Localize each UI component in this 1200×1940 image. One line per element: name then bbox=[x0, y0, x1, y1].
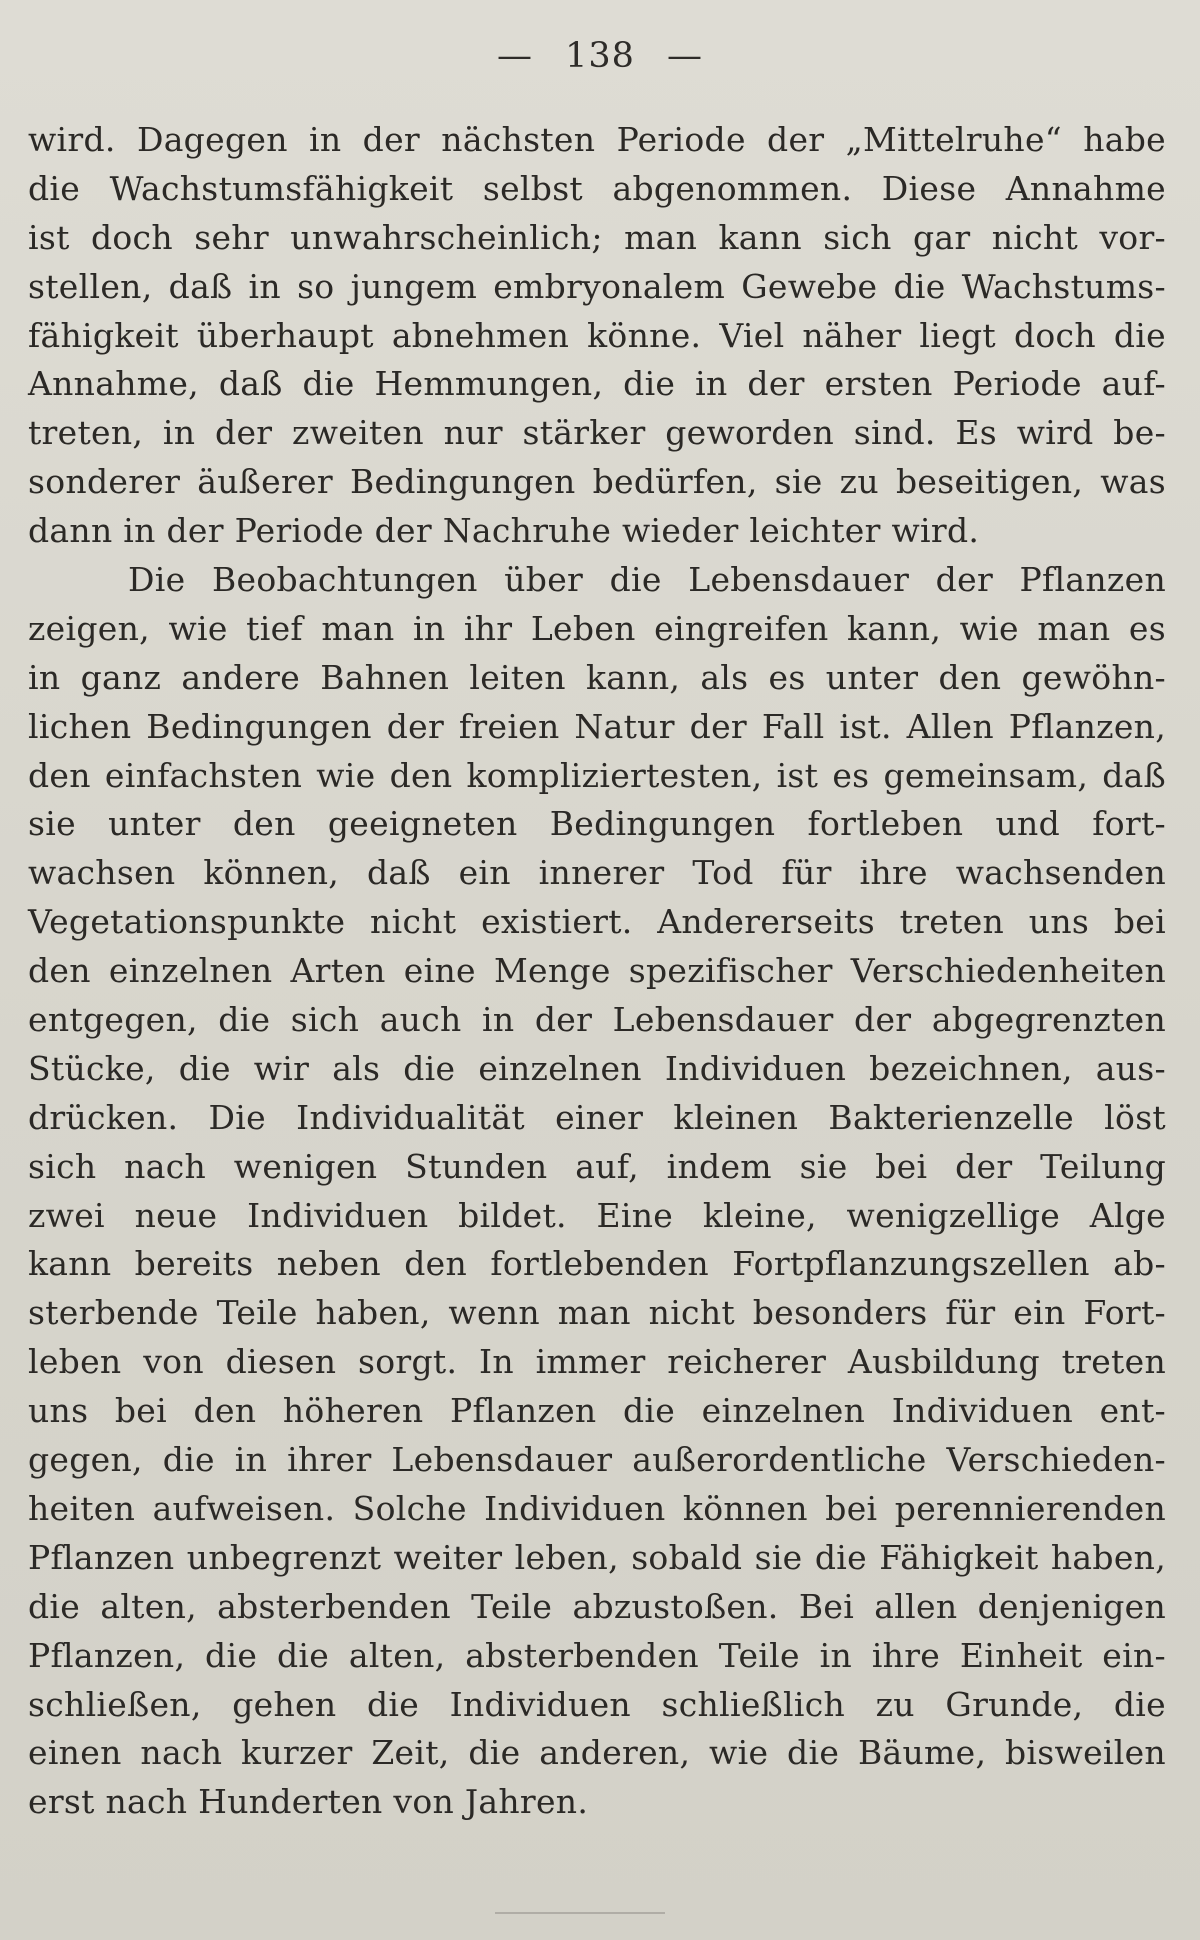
paragraph-2 bbox=[28, 556, 1166, 1827]
page-number: — 138 — bbox=[496, 36, 704, 76]
text-line: sterbende Teile haben, wenn man nicht besonders für ein Fort- bbox=[28, 1293, 1166, 1333]
text-line: den einfachsten wie den kompliziertesten, ist es gemeinsam, daß bbox=[28, 755, 1166, 795]
text-line: sonderer äußerer Bedingungen bedürfen, sie zu beseitigen, was bbox=[28, 462, 1166, 502]
text-line: Pflanzen unbegrenzt weiter leben, sobald sie die Fähigkeit haben, bbox=[28, 1537, 1166, 1577]
text-line: erst nach Hunderten von Jahren. bbox=[28, 1782, 589, 1822]
text-line: sie unter den geeigneten Bedingungen fortleben und fort- bbox=[28, 804, 1166, 844]
text-line: den einzelnen Arten eine Menge spezifischer Verschiedenheiten bbox=[28, 951, 1166, 991]
text-line: wird. Dagegen in der nächsten Periode der „Mittelruhe“ habe bbox=[28, 120, 1166, 159]
text-line: fähigkeit überhaupt abnehmen könne. Viel näher liegt doch die bbox=[28, 315, 1166, 355]
text-line: in ganz andere Bahnen leiten kann, als es unter den gewöhn- bbox=[28, 657, 1166, 697]
text-line: entgegen, die sich auch in der Lebensdauer der abgegrenzten bbox=[28, 1000, 1166, 1040]
text-line: wachsen können, daß ein innerer Tod für ihre wachsenden bbox=[28, 853, 1166, 893]
text-line: einen nach kurzer Zeit, die anderen, wie die Bäume, bisweilen bbox=[28, 1733, 1166, 1773]
text-line: kann bereits neben den fortlebenden Fortpflanzungszellen ab- bbox=[28, 1244, 1166, 1284]
text-line: ist doch sehr unwahrscheinlich; man kann sich gar nicht vor- bbox=[28, 217, 1166, 257]
text-line: zwei neue Individuen bildet. Eine kleine, wenigzellige Alge bbox=[28, 1195, 1166, 1235]
paragraph-1 bbox=[28, 116, 1166, 556]
text-line: drücken. Die Individualität einer kleinen Bakterienzelle löst bbox=[28, 1097, 1166, 1137]
text-line: Pflanzen, die die alten, absterbenden Teile in ihre Einheit ein- bbox=[28, 1635, 1166, 1675]
text-line: stellen, daß in so jungem embryonalem Gewebe die Wachstums- bbox=[28, 266, 1166, 306]
text-line: Annahme, daß die Hemmungen, die in der ersten Periode auf- bbox=[28, 364, 1166, 404]
text-line: uns bei den höheren Pflanzen die einzelnen Individuen ent- bbox=[28, 1391, 1166, 1431]
bottom-rule bbox=[495, 1912, 665, 1914]
text-line: gegen, die in ihrer Lebensdauer außerordentliche Verschieden- bbox=[28, 1440, 1166, 1480]
text-line: lichen Bedingungen der freien Natur der Fall ist. Allen Pflanzen, bbox=[28, 706, 1166, 746]
body-text bbox=[28, 116, 1166, 1827]
text-line: Vegetationspunkte nicht existiert. Andererseits treten uns bei bbox=[28, 902, 1166, 942]
text-line: leben von diesen sorgt. In immer reicherer Ausbildung treten bbox=[28, 1342, 1166, 1382]
text-line: treten, in der zweiten nur stärker geworden sind. Es wird be- bbox=[28, 413, 1166, 453]
text-line: die alten, absterbenden Teile abzustoßen. Bei allen denjenigen bbox=[28, 1586, 1166, 1626]
text-line: die Wachstumsfähigkeit selbst abgenommen. Diese Annahme bbox=[28, 168, 1166, 208]
text-line: schließen, gehen die Individuen schließlich zu Grunde, die bbox=[28, 1684, 1166, 1724]
text-line: dann in der Periode der Nachruhe wieder leichter wird. bbox=[28, 511, 980, 551]
text-line: zeigen, wie tief man in ihr Leben eingreifen kann, wie man es bbox=[28, 608, 1166, 648]
text-line: sich nach wenigen Stunden auf, indem sie bei der Teilung bbox=[28, 1146, 1166, 1186]
text-line: Stücke, die wir als die einzelnen Individuen bezeichnen, aus- bbox=[28, 1048, 1166, 1088]
text-line: Die Beobachtungen über die Lebensdauer der Pflanzen bbox=[128, 560, 1166, 600]
text-line: heiten aufweisen. Solche Individuen können bei perennierenden bbox=[28, 1488, 1166, 1528]
